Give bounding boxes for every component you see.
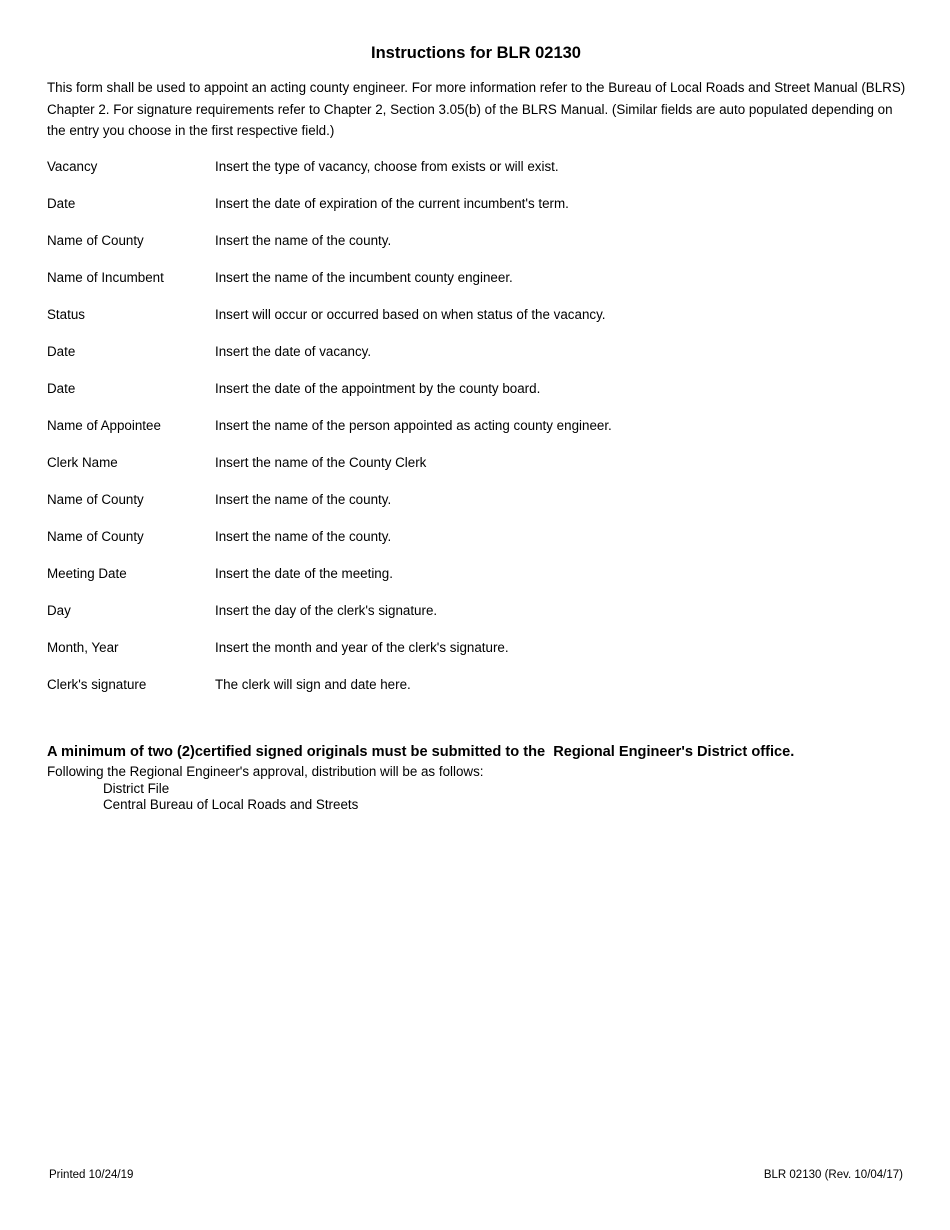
distribution-item: District File [103, 780, 170, 796]
form-revision-id: BLR 02130 (Rev. 10/04/17) [763, 1169, 903, 1181]
field-description: Insert the day of the clerk's signature. [215, 603, 438, 618]
field-label: Vacancy [47, 159, 98, 174]
field-description: Insert will occur or occurred based on when status of the vacancy. [215, 307, 606, 322]
field-description: Insert the date of vacancy. [215, 344, 372, 359]
field-label: Name of Appointee [47, 418, 161, 433]
printed-date: Printed 10/24/19 [49, 1169, 134, 1181]
submission-notice: A minimum of two (2)certified signed originals must be submitted to the Regional Engineer's District office. [47, 744, 795, 760]
field-description: Insert the name of the County Clerk [215, 455, 427, 470]
field-row-vacancy [47, 157, 907, 194]
field-row-clerk-signature [47, 675, 907, 712]
field-label: Name of County [47, 233, 144, 248]
page-title: Instructions for BLR 02130 [371, 44, 581, 62]
field-row-vacancy-date [47, 342, 907, 379]
field-description: Insert the name of the incumbent county engineer. [215, 270, 513, 285]
field-description: Insert the type of vacancy, choose from exists or will exist. [215, 159, 559, 174]
field-row-status [47, 305, 907, 342]
field-row-signature-month-year [47, 638, 907, 675]
field-row-meeting-date [47, 564, 907, 601]
field-label: Name of Incumbent [47, 270, 164, 285]
distribution-intro: Following the Regional Engineer's approval, distribution will be as follows: [47, 764, 484, 779]
distribution-section [47, 764, 907, 814]
field-row-expiration-date [47, 194, 907, 231]
distribution-item: Central Bureau of Local Roads and Streets [103, 797, 359, 812]
field-description: The clerk will sign and date here. [215, 677, 411, 692]
field-description: Insert the date of the appointment by the county board. [215, 381, 541, 396]
field-description: Insert the date of the meeting. [215, 566, 393, 581]
field-label: Date [47, 196, 76, 211]
field-row-appointee-name [47, 416, 907, 453]
field-label: Name of County [47, 529, 144, 544]
field-row-appointment-date [47, 379, 907, 416]
field-row-clerk-name [47, 453, 907, 490]
field-description: Insert the name of the county. [215, 233, 392, 248]
field-description: Insert the name of the person appointed as acting county engineer. [215, 418, 612, 433]
field-description: Insert the name of the county. [215, 529, 392, 544]
field-label: Status [47, 307, 85, 322]
field-row-county-name-3 [47, 527, 907, 564]
field-description: Insert the month and year of the clerk's signature. [215, 640, 509, 655]
field-label: Clerk's signature [47, 677, 147, 692]
field-label: Name of County [47, 492, 144, 507]
field-row-county-name-2 [47, 490, 907, 527]
field-row-signature-day [47, 601, 907, 638]
field-label: Day [47, 603, 71, 618]
field-label: Date [47, 381, 76, 396]
field-description: Insert the name of the county. [215, 492, 392, 507]
field-label: Date [47, 344, 76, 359]
field-label: Month, Year [47, 640, 119, 655]
intro-paragraph: This form shall be used to appoint an acting county engineer. For more information refer to the Bureau of Local Roads and Street Manual (BLRS) Chapter 2. For signature requirements refer to Chapter 2, Section 3.05(b) of the BLRS Manual. (Similar fields are auto populated depending on the entry you choose in the first respective field.) [47, 80, 906, 138]
field-label: Clerk Name [47, 455, 118, 470]
field-label: Meeting Date [47, 566, 127, 581]
field-description: Insert the date of expiration of the current incumbent's term. [215, 196, 569, 211]
field-instructions-list [47, 157, 907, 712]
field-row-county-name [47, 231, 907, 268]
field-row-incumbent-name [47, 268, 907, 305]
